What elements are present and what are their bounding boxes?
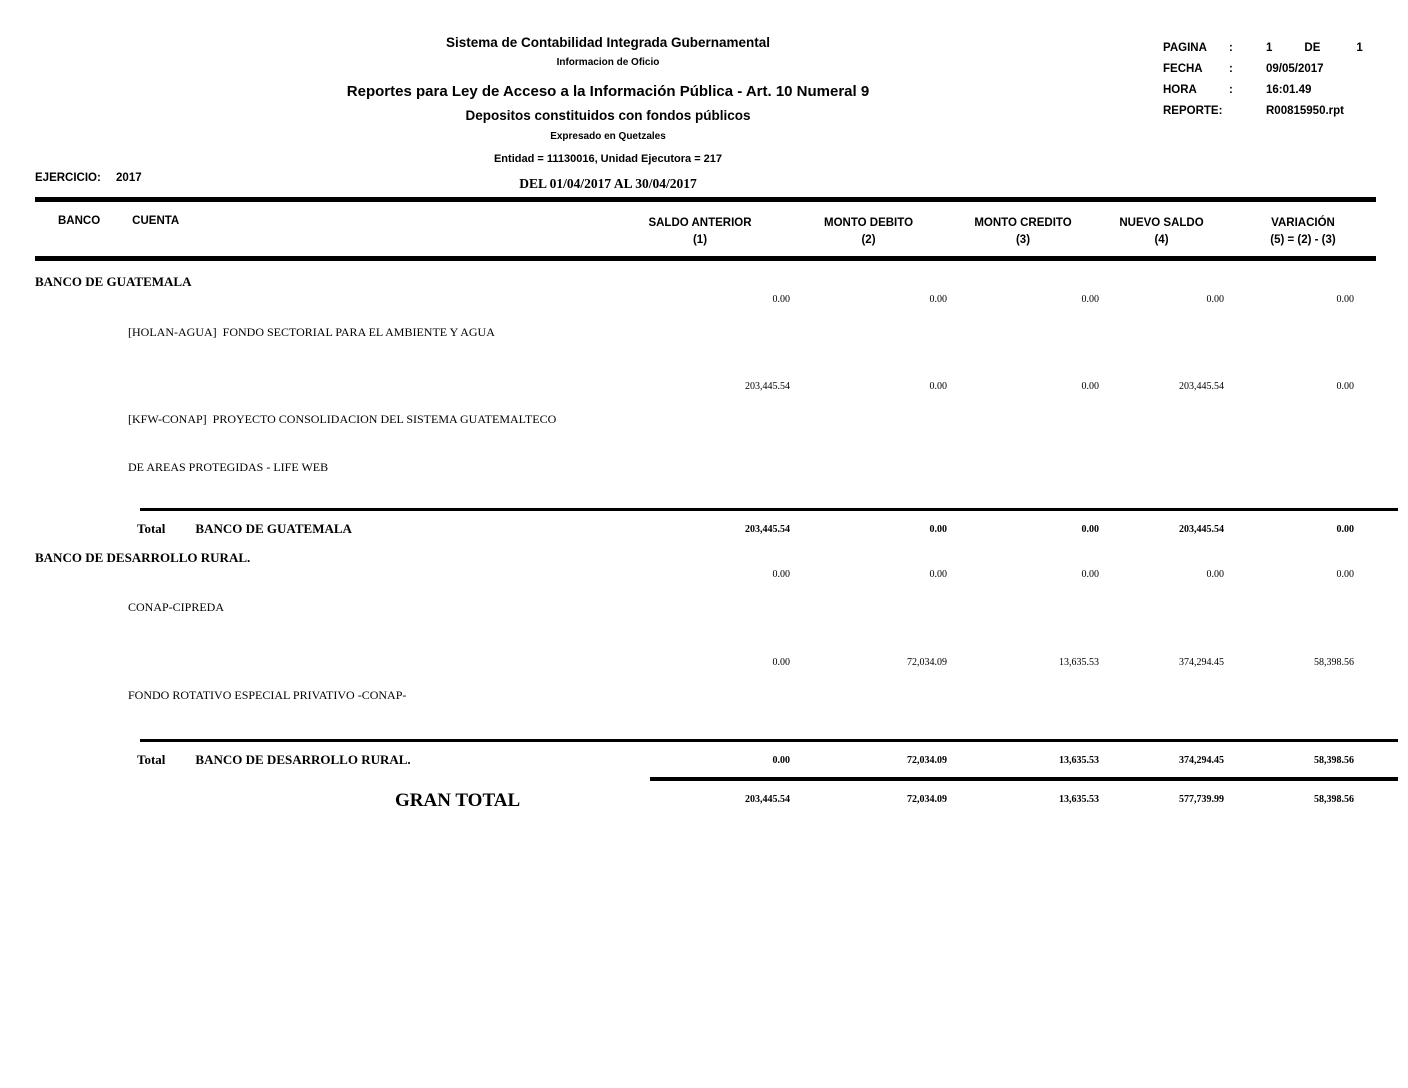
fecha-label: FECHA xyxy=(1163,63,1203,75)
col-monto-credito-title: MONTO CREDITO xyxy=(974,217,1072,229)
fecha-colon: : xyxy=(1229,63,1233,75)
header-banco-cuenta xyxy=(0,215,610,227)
monto-debito-value: 72,034.09 xyxy=(907,657,947,668)
total-label-cell xyxy=(0,752,610,768)
nuevo-saldo-value: 203,445.54 xyxy=(1179,381,1224,392)
col-nuevo-saldo xyxy=(1099,215,1224,249)
col-cuenta: CUENTA xyxy=(132,215,180,227)
col-monto-credito-num: (3) xyxy=(1015,234,1031,246)
meta-hora xyxy=(1163,84,1393,96)
pagina-colon: : xyxy=(1229,42,1233,54)
cuenta-text-line2: DE AREAS PROTEGIDAS - LIFE WEB xyxy=(128,460,329,474)
variacion-value: 0.00 xyxy=(1336,294,1354,305)
cuenta-text: FONDO ROTATIVO ESPECIAL PRIVATIVO -CONAP- xyxy=(128,688,407,702)
law-title: Reportes para Ley de Acceso a la Información Pública - Art. 10 Numeral 9 xyxy=(346,83,870,100)
saldo-anterior-total: 203,445.54 xyxy=(745,524,790,535)
monto-credito-total: 0.00 xyxy=(1081,524,1099,535)
meta-fecha xyxy=(1163,63,1393,75)
fecha-value: 09/05/2017 xyxy=(1266,63,1324,75)
col-monto-debito xyxy=(790,215,947,249)
cuenta-cell xyxy=(0,655,610,735)
col-saldo-anterior xyxy=(610,215,790,249)
hora-label: HORA xyxy=(1163,84,1197,96)
hora-colon: : xyxy=(1229,84,1233,96)
deposits-table xyxy=(0,197,1408,812)
total-label: Total xyxy=(137,752,166,767)
nuevo-saldo-value: 374,294.45 xyxy=(1179,657,1224,668)
col-saldo-anterior-num: (1) xyxy=(692,234,708,246)
section-bank-name: BANCO DE GUATEMALA xyxy=(35,274,192,289)
monto-debito-grand-total: 72,034.09 xyxy=(907,794,947,805)
col-variacion xyxy=(1238,215,1368,249)
cuenta-cell xyxy=(0,567,610,647)
monto-debito-value: 0.00 xyxy=(929,381,947,392)
pagina-label: PAGINA xyxy=(1163,42,1207,54)
nuevo-saldo-total: 374,294.45 xyxy=(1179,755,1224,766)
reporte-value: R00815950.rpt xyxy=(1266,105,1344,117)
section-bank-name: BANCO DE DESARROLLO RURAL. xyxy=(35,550,251,565)
cuenta-text: [HOLAN-AGUA] FONDO SECTORIAL PARA EL AMBIENTE Y AGUA xyxy=(128,325,495,339)
nuevo-saldo-value: 0.00 xyxy=(1206,294,1224,305)
report-title: Depositos constituidos con fondos públicos xyxy=(465,108,751,123)
monto-credito-total: 13,635.53 xyxy=(1059,755,1099,766)
saldo-anterior-value: 203,445.54 xyxy=(745,381,790,392)
report-subtitle: Informacion de Oficio xyxy=(556,57,660,68)
variacion-value: 0.00 xyxy=(1336,381,1354,392)
section-total-row xyxy=(0,752,1408,768)
variacion-value: 0.00 xyxy=(1336,569,1354,580)
monto-credito-value: 0.00 xyxy=(1081,294,1099,305)
cuenta-text: [KFW-CONAP] PROYECTO CONSOLIDACION DEL SISTEMA GUATEMALTECO xyxy=(128,412,557,426)
col-banco: BANCO xyxy=(58,215,101,227)
saldo-anterior-value: 0.00 xyxy=(772,657,790,668)
page-meta xyxy=(1163,42,1393,126)
monto-debito-value: 0.00 xyxy=(929,569,947,580)
cuenta-cell xyxy=(0,292,610,372)
table-header-row xyxy=(0,202,1408,256)
col-saldo-anterior-title: SALDO ANTERIOR xyxy=(648,217,752,229)
col-nuevo-saldo-title: NUEVO SALDO xyxy=(1119,217,1204,229)
meta-reporte xyxy=(1163,105,1393,117)
monto-debito-value: 0.00 xyxy=(929,294,947,305)
total-label-cell xyxy=(0,521,610,537)
col-variacion-title: VARIACIÓN xyxy=(1271,217,1335,229)
col-monto-credito xyxy=(947,215,1099,249)
total-bank-name: BANCO DE DESARROLLO RURAL. xyxy=(195,752,411,767)
col-variacion-formula: (5) = (2) - (3) xyxy=(1270,234,1336,246)
cuenta-text: CONAP-CIPREDA xyxy=(128,600,225,614)
rule-header-bottom xyxy=(35,256,1376,261)
col-monto-debito-title: MONTO DEBITO xyxy=(823,217,914,229)
monto-credito-value: 13,635.53 xyxy=(1059,657,1099,668)
col-monto-debito-num: (2) xyxy=(861,234,876,246)
nuevo-saldo-value: 0.00 xyxy=(1206,569,1224,580)
monto-debito-total: 0.00 xyxy=(929,524,947,535)
rule-grand-total xyxy=(650,777,1398,781)
date-range: DEL 01/04/2017 AL 30/04/2017 xyxy=(519,176,697,191)
table-row xyxy=(0,655,1408,735)
grand-total-label: GRAN TOTAL xyxy=(395,790,521,811)
col-nuevo-saldo-num: (4) xyxy=(1154,234,1169,246)
saldo-anterior-grand-total: 203,445.54 xyxy=(745,794,790,805)
grand-total-row xyxy=(0,790,1408,812)
ejercicio-label: EJERCICIO: xyxy=(35,172,101,184)
table-row xyxy=(0,292,1408,372)
saldo-anterior-value: 0.00 xyxy=(772,569,790,580)
ejercicio-line xyxy=(35,172,142,184)
monto-credito-grand-total: 13,635.53 xyxy=(1059,794,1099,805)
total-bank-name: BANCO DE GUATEMALA xyxy=(195,521,352,536)
page-of-label: DE xyxy=(1304,42,1321,54)
reporte-label: REPORTE: xyxy=(1163,105,1223,117)
monto-credito-value: 0.00 xyxy=(1081,381,1099,392)
rule-section-total xyxy=(140,508,1398,511)
monto-debito-total: 72,034.09 xyxy=(907,755,947,766)
variacion-total: 0.00 xyxy=(1336,524,1354,535)
system-title: Sistema de Contabilidad Integrada Gubernamental xyxy=(445,35,771,50)
page-total: 1 xyxy=(1356,42,1363,54)
table-row xyxy=(0,379,1408,507)
cuenta-cell xyxy=(0,379,610,507)
currency-note: Expresado en Quetzales xyxy=(550,131,666,142)
variacion-value: 58,398.56 xyxy=(1314,657,1354,668)
saldo-anterior-total: 0.00 xyxy=(772,755,790,766)
hora-value: 16:01.49 xyxy=(1266,84,1312,96)
nuevo-saldo-grand-total: 577,739.99 xyxy=(1179,794,1224,805)
variacion-grand-total: 58,398.56 xyxy=(1314,794,1354,805)
section-total-row xyxy=(0,521,1408,537)
meta-pagina xyxy=(1163,42,1393,54)
entity-line: Entidad = 11130016, Unidad Ejecutora = 217 xyxy=(493,153,723,165)
nuevo-saldo-total: 203,445.54 xyxy=(1179,524,1224,535)
pagina-value xyxy=(1249,42,1393,54)
page-number: 1 xyxy=(1266,42,1273,54)
variacion-total: 58,398.56 xyxy=(1314,755,1354,766)
table-row xyxy=(0,567,1408,647)
monto-credito-value: 0.00 xyxy=(1081,569,1099,580)
rule-section-total xyxy=(140,739,1398,742)
total-label: Total xyxy=(137,521,166,536)
saldo-anterior-value: 0.00 xyxy=(772,294,790,305)
report-header xyxy=(35,35,1181,192)
ejercicio-value: 2017 xyxy=(116,172,142,184)
